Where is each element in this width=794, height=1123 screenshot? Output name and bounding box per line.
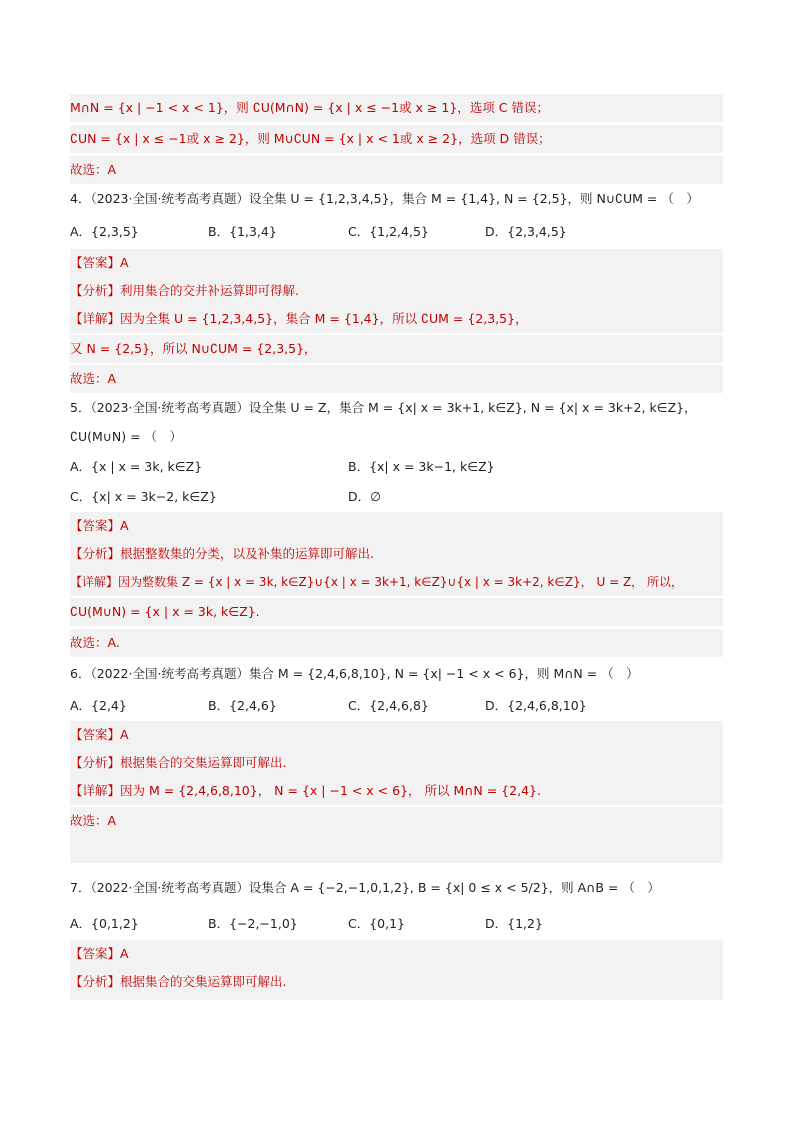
detail-tag: 【详解】 bbox=[70, 575, 119, 589]
question-4-options bbox=[70, 218, 723, 246]
analysis-tag: 【分析】 bbox=[70, 755, 121, 770]
option-d: D．∅ bbox=[348, 489, 382, 504]
option-c: C．{1,2,4,5} bbox=[348, 224, 429, 239]
choose-text: 故选：A bbox=[70, 813, 117, 828]
detail-text: 因为 M = {2,4,6,8,10}， N = {x | −1 < x < 6}， 所以 M∩N = {2,4}. bbox=[120, 783, 541, 798]
detail-tag: 【详解】 bbox=[70, 783, 121, 798]
choose-text: 故选：A bbox=[70, 162, 117, 177]
option-c: C．{0,1} bbox=[348, 916, 406, 931]
answer-line bbox=[70, 721, 723, 749]
answer-line bbox=[70, 249, 723, 277]
question-4-stem bbox=[70, 185, 723, 213]
choose-line bbox=[70, 156, 723, 184]
solution-line bbox=[70, 125, 723, 153]
question-7-options bbox=[70, 910, 723, 938]
option-d: D．{2,3,4,5} bbox=[485, 224, 567, 239]
question-5-options bbox=[70, 453, 723, 481]
detail-line-2 bbox=[70, 335, 723, 363]
detail-text: 因为全集 U = {1,2,3,4,5}，集合 M = {1,4}，所以 ∁UM = {2,3,5}， bbox=[120, 311, 528, 326]
detail-line bbox=[70, 568, 723, 596]
question-6-stem bbox=[70, 660, 723, 688]
option-c: C．{2,4,6,8} bbox=[348, 698, 429, 713]
choose-text: 故选：A. bbox=[70, 635, 120, 650]
option-b: B．{−2,−1,0} bbox=[208, 916, 298, 931]
solution-line bbox=[70, 94, 723, 122]
question-7-stem bbox=[70, 870, 723, 906]
answer-line bbox=[70, 940, 723, 968]
answer-tag: 【答案】 bbox=[70, 946, 121, 961]
question-6-options bbox=[70, 692, 723, 720]
analysis-text: 根据集合的交集运算即可解出. bbox=[120, 755, 287, 770]
answer-tag: 【答案】 bbox=[70, 727, 121, 742]
solution-text: ∁UN = {x | x ≤ −1或 x ≥ 2}，则 M∪∁UN = {x | x < 1或 x ≥ 2}，选项 D 错误； bbox=[70, 131, 551, 146]
question-text: ∁U(M∪N) = （ ） bbox=[70, 429, 183, 444]
analysis-text: 利用集合的交并补运算即可得解. bbox=[120, 283, 299, 298]
analysis-tag: 【分析】 bbox=[70, 546, 121, 561]
option-a: A．{2,3,5} bbox=[70, 224, 139, 239]
option-c: C．{x| x = 3k−2, k∈Z} bbox=[70, 489, 217, 504]
question-text: 5．（2023·全国·统考高考真题）设全集 U = Z，集合 M = {x| x = 3k+1, k∈Z}, N = {x| x = 3k+2, k∈Z}， bbox=[70, 400, 697, 415]
answer-tag: 【答案】 bbox=[70, 518, 121, 533]
detail-line bbox=[70, 305, 723, 333]
detail-line-2 bbox=[70, 598, 723, 626]
question-5-stem-2 bbox=[70, 423, 723, 451]
option-a: A．{x | x = 3k, k∈Z} bbox=[70, 459, 203, 474]
analysis-text: 根据集合的交集运算即可解出. bbox=[120, 974, 287, 989]
choose-line bbox=[70, 629, 723, 657]
option-a: A．{2,4} bbox=[70, 698, 127, 713]
answer-line bbox=[70, 512, 723, 540]
question-text: 4．（2023·全国·统考高考真题）设全集 U = {1,2,3,4,5}，集合 M = {1,4}, N = {2,5}，则 N∪∁UM = （ ） bbox=[70, 191, 699, 206]
answer-value: A bbox=[120, 727, 129, 742]
option-b: B．{2,4,6} bbox=[208, 698, 277, 713]
option-b: B．{x| x = 3k−1, k∈Z} bbox=[348, 459, 495, 474]
option-a: A．{0,1,2} bbox=[70, 916, 139, 931]
choose-line bbox=[70, 807, 723, 835]
question-text: 6．（2022·全国·统考高考真题）集合 M = {2,4,6,8,10}, N = {x| −1 < x < 6}，则 M∩N = （ ） bbox=[70, 666, 639, 681]
choose-line bbox=[70, 365, 723, 393]
analysis-line bbox=[70, 540, 723, 568]
answer-tag: 【答案】 bbox=[70, 255, 121, 270]
question-5-options-2 bbox=[70, 483, 723, 511]
analysis-line bbox=[70, 749, 723, 777]
answer-value: A bbox=[120, 946, 129, 961]
analysis-line bbox=[70, 277, 723, 305]
question-text: 7．（2022·全国·统考高考真题）设集合 A = {−2,−1,0,1,2}, B = {x| 0 ≤ x < 5/2}，则 A∩B = （ ） bbox=[70, 880, 660, 895]
detail-text: ∁U(M∪N) = {x | x = 3k, k∈Z}. bbox=[70, 604, 260, 619]
question-5-stem bbox=[70, 394, 723, 422]
solution-text: M∩N = {x | −1 < x < 1}，则 ∁U(M∩N) = {x | x ≤ −1或 x ≥ 1}，选项 C 错误； bbox=[70, 100, 549, 115]
analysis-text: 根据整数集的分类，以及补集的运算即可解出. bbox=[120, 546, 374, 561]
option-b: B．{1,3,4} bbox=[208, 224, 277, 239]
analysis-line bbox=[70, 968, 723, 1000]
answer-value: A bbox=[120, 518, 129, 533]
detail-text: 因为整数集 Z = {x | x = 3k, k∈Z}∪{x | x = 3k+1, k∈Z}∪{x | x = 3k+2, k∈Z}， U = Z， 所以， bbox=[118, 575, 683, 589]
choose-text: 故选：A bbox=[70, 371, 117, 386]
analysis-tag: 【分析】 bbox=[70, 974, 121, 989]
blank-shaded-line bbox=[70, 835, 723, 863]
analysis-tag: 【分析】 bbox=[70, 283, 121, 298]
option-d: D．{2,4,6,8,10} bbox=[485, 698, 587, 713]
answer-value: A bbox=[120, 255, 129, 270]
detail-tag: 【详解】 bbox=[70, 311, 121, 326]
detail-line bbox=[70, 777, 723, 805]
option-d: D．{1,2} bbox=[485, 916, 543, 931]
detail-text: 又 N = {2,5}，所以 N∪∁UM = {2,3,5}， bbox=[70, 341, 317, 356]
